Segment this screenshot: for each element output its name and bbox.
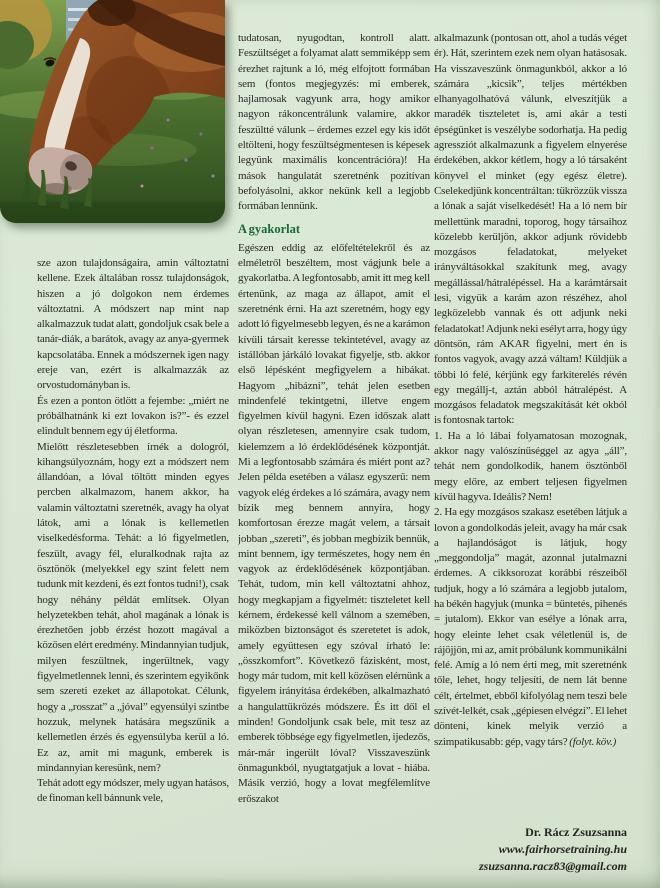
paragraph-continued: sze azon tulajdonságaira, amin változtatni kellene. Ezek általában rossz tulajdonságok, hiszen a jó dolgokon nem érdemes változtatni. A módszert nap mint nap alkalmazzuk tudat alatt, gondoljuk csak bele a tanár-diák, a barátok, avagy az anya-gyermek kapcsolatába. Ennek a módszernek igen nagy ereje van, ezért is alkalmazzák az orvostudományban is. xyxy=(37,257,229,392)
paragraph: Egészen eddig az előfeltételekről és az elméletről beszéltem, most vágjunk bele a gyakorlatba. A legfontosabb, amit itt meg kell értenünk, az maga az állapot, amit el szeretnénk érni. Ha azt szeretném, hogy egy adott ló figyelmesebb legyen, és ne a karámon kívüli társait keresse tekintetével, avagy az istállóban járkáló lovakat figyelje, stb. akkor első lépésként megfigyelem a hibákat. Hagyom „hibázni”, tehát jelen esetben mindenfelé tekintgetni, illetve engem figyelmen kívül hagyni. Ezen időszak alatt olyan részletesen, amennyire csak tudom, kielemzem a ló érdeklődésének központját. Mi a legfontosabb számára és miért pont az? Jelen példa esetében a válasz egyszerű: nem vagyok elég érdekes a ló számára, avagy nem bízik meg bennem annyira, hogy komfortosan érezze magát velem, a társait jobban „szereti”, és jobban megbízik bennük, mint bennem, így természetes, hogy nem én vagyok az érdeklődésének központjában. Tehát, tudom, min kell változtatni ahhoz, hogy megkapjam a figyelmét: tiszteletet kell kérnem, érdekessé kell válnom a szemében, miközben biztonságot és szeretetet is adok, amely együttesen egy szóval írható le: „összkomfort”. Következő fázisként, most, hogy már tudom, mit kell közösen elérnünk a figyelem irányítása érdekében, alkalmazható a hangulattükrözés módszere. És itt dől el minden! Gondoljunk csak bele, mit tesz az emberek többsége egy figyelmetlen, ijedezős, már-már ingerült lóval? Visszaveszünk önmagunkból, nyugtatgatjuk a lovat - hiába. Másik verzió, hogy a lovat megfélemlítve erőszakot xyxy=(238,241,430,805)
column-3-paragraphs xyxy=(434,31,627,750)
text-column-1 xyxy=(37,256,229,880)
author-name: Dr. Rácz Zsuzsanna xyxy=(525,825,627,839)
horse-photo-illustration xyxy=(0,0,225,223)
numbered-point-2 xyxy=(434,505,627,750)
grazing-horse-photo xyxy=(0,0,225,223)
author-signature-block xyxy=(434,824,627,875)
continuation-note: (folyt. köv.) xyxy=(569,735,617,748)
text-column-3 xyxy=(434,31,627,881)
paragraph: És ezen a ponton ötlött a fejembe: „miért ne próbálhatnánk ki ezt lovakon is?”- és ezzel elindult bennem egy új életforma. xyxy=(37,394,229,438)
section-heading-a-gyakorlat: A gyakorlat xyxy=(238,221,301,236)
paragraph: Tehát adott egy módszer, mely ugyan hatásos, de finoman kell bánnunk vele, xyxy=(37,777,229,805)
author-website: www.fairhorsetraining.hu xyxy=(498,842,627,856)
author-email: zsuzsanna.racz83@gmail.com xyxy=(478,859,627,873)
paragraph: Mielőtt részletesebben írnék a dologról, kihangsúlyoznám, hogy ezt a módszert nem állandóan, a lóval töltött minden egyes percben alkalmazom, hanem akkor, ha valamin változtatni szeretnék, avagy ha olyat látok, ami a lónak is kellemetlen viselkedésforma. Tehát: a ló figyelmetlen, feszült, avagy fél, eluralkodnak rajta az ösztönök (melyekkel egy szint felett nem tudunk mit kezdeni, és ezt fontos tudni!), csak hogy néhány példát említsek. Olyan helyzetekben tehát, ahol magának a lónak is érezhetően jobb érzést hozott magával a közösen elért eredmény. Mindannyian tudjuk, milyen feszültnek, ingerültnek, vagy figyelmetlennek lenni, és szerintem egyikőnk sem szereti ezeket az állapotokat. Célunk, hogy a „rosszat” a „jóval” egyensúlyi szintbe hozzuk, melynek hatására megszűnik a kellemetlen érzés és egyensúlyba kerül a ló. Ez az, amit mi magunk, emberek is mindannyian keresünk, nem? xyxy=(37,440,229,774)
text-column-2 xyxy=(238,31,430,881)
paragraph-continued: tudatosan, nyugodtan, kontroll alatt. Feszültséget a folyamat alatt semmiképp sem érezhet rajtunk a ló, még elfojtott formában sem (fontos megjegyzés: mi emberek, hajlamosak vagyunk arra, hogy amikor nagyon rákoncentrálunk valamire, akkor feszültté válunk – érdemes ezzel egy kis időt eltölteni, hogy feszültségmentesen is képesek legyünk maximális koncentrációra)! Ha mások hangulatát szeretnénk pozitívan befolyásolni, akkor nekünk kell a legjobb formában lennünk. xyxy=(238,32,430,213)
numbered-point-1: 1. Ha a ló lábai folyamatosan mozognak, akkor nagy valószínűséggel az agya „áll”, tehát nem gondolkodik, hanem ösztönből megy előre, az embert teljesen figyelmen kívül hagyva. Ideális? Nem! xyxy=(434,429,627,503)
paragraph-continued: alkalmazunk (pontosan ott, ahol a tudás véget ér). Hát, szerintem ezek nem olyan hatásosak. Ha visszaveszünk önmagunkból, akkor a ló számára „kicsik”, teljes mértékben elhanyagolhatóvá válunk, elveszítjük a maradék tiszteletet is, ami akár a testi épségünket is veszélybe sodorhatja. Ha pedig agressziót alkalmazunk a figyelem elnyerése érdekében, akkor kétlem, hogy a ló társaként könyvel el minket (egy egész életre). Cselekedjünk koncentráltan: tükrözzük vissza a lónak a saját viselkedését! Ha a ló nem bír mellettünk maradni, toporog, hogy társaihoz közelebb kerüljön, akkor adjunk rövidebb mozgásos feladatokat, melyeket irányváltásokkal szakítunk meg, avagy megállással/hátralépéssel. Ha a karámtársait lesi, vigyük a karám azon részéhez, ahol legközelebb vannak és ott adjunk neki feladatokat! Adjunk neki esélyt arra, hogy úgy döntsön, rám AKAR figyelni, mert én is fontos vagyok, avagy azzá váltam! Küldjük a többi ló felé, kérjünk egy farkiterelés révén egy megállj-t, aztán abból hátralépést. A mozgásos feladatok megszakítását két okból is fontosnak tartok: xyxy=(434,32,627,427)
paragraph-text: 2. Ha egy mozgásos szakasz esetében látjuk a lovon a gondolkodás jeleit, avagy ha már csak a hajlandóságot is látjuk, hogy „meggondolja” magát, azonnal jutalmazni érdemes. A cikksorozat korábbi részeiből tudjuk, hogy a ló számára a legjobb jutalom, ha békén hagyjuk (munka = büntetés, pihenés = jutalom). Ekkor van esélye a lónak arra, hogy eleinte lehet csak véletlenül is, de rájöjjön, mi az, amit próbálunk kommunikálni felé. Amíg a ló nem érti meg, mit szeretnénk tőle, lehet, hogy teljesíti, de nem lát benne célt, értelmet, ebből kifolyólag nem teszi bele szívét-lelkét, csak „gépiesen elvégzi”. El lehet dönteni, kinek melyik verzió a szimpatikusabb: gép, vagy társ? xyxy=(434,506,627,748)
